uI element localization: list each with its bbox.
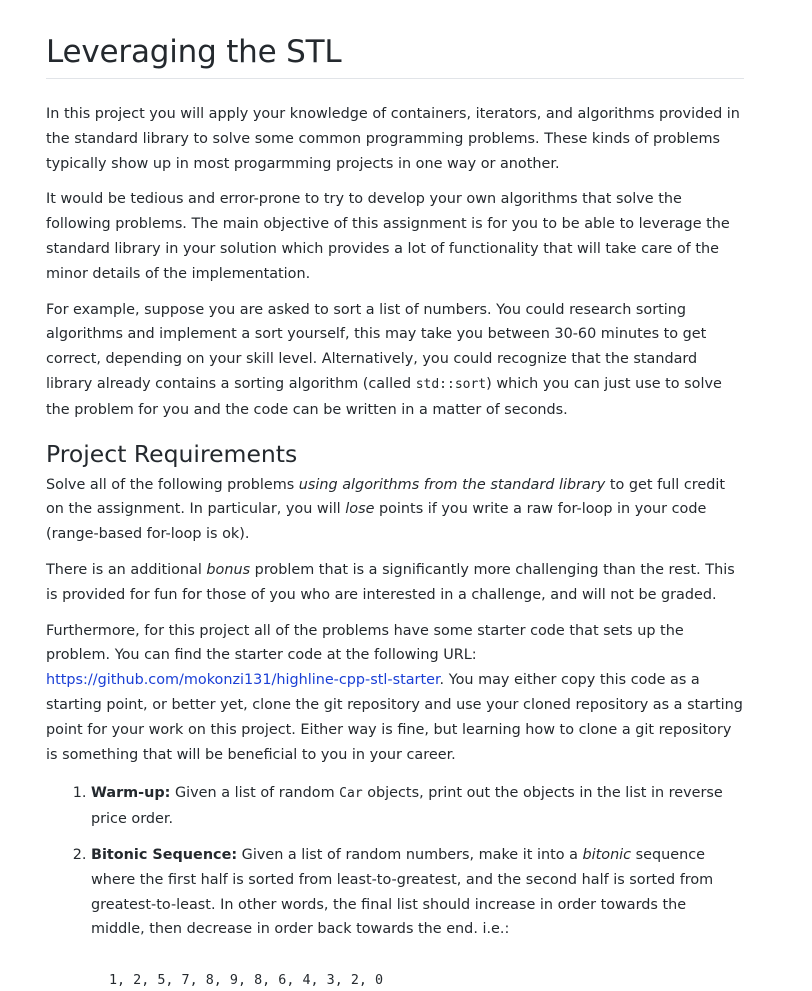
list-item-bitonic xyxy=(91,843,744,991)
intro-paragraph-1: In this project you will apply your knowledge of containers, iterators, and algorithms provided in the standard library to solve some common programming problems. These kinds of problems typically show up in most progarmming projects in one way or another. xyxy=(46,106,740,172)
problem-emphasis-bitonic: bitonic xyxy=(582,846,632,863)
section-heading-requirements: Project Requirements xyxy=(46,439,298,468)
problem-text-b: sequence where the first half is sorted from least-to-greatest, and the second half is sorted from greatest-to-least. In other words, the final list should increase in order towards the middle, then decrease in order back towards the end. i.e.: xyxy=(91,846,714,938)
req-p3-text-b: . You may either copy this code as a starting point, or better yet, clone the git repository and use your cloned repository as a starting point for your work on this project. Either way is fine, but learning how to clone a git repository is something that will be beneficial to you in your career. xyxy=(46,672,743,763)
starter-code-link[interactable]: https://github.com/mokonzi131/highline-cpp-stl-starter xyxy=(46,672,440,689)
inline-code-car: Car xyxy=(339,786,363,802)
problem-title: Warm-up: xyxy=(91,785,171,802)
req-p2-text-a: There is an additional xyxy=(46,561,207,578)
problem-text-b: objects, print out the objects in the list in reverse price order. xyxy=(91,785,723,828)
intro-paragraph-2: It would be tedious and error-prone to try to develop your own algorithms that solve the following problems. The main objective of this assignment is for you to be able to leverage the standard library in your solution which provides a lot of functionality that will take care of the minor details of the implementation. xyxy=(46,191,730,282)
code-block-example: 1, 2, 5, 7, 8, 9, 8, 6, 4, 3, 2, 0 xyxy=(109,973,384,989)
intro-p3-text-b: ) which you can just use to solve the problem for you and the code can be written in a matter of seconds. xyxy=(46,375,722,418)
requirements-paragraph-2 xyxy=(46,558,744,608)
req-p1-text-b: to get full credit on the assignment. In particular, you will xyxy=(46,476,725,518)
list-item-warm-up xyxy=(91,781,744,832)
requirements-paragraph-1 xyxy=(46,473,744,547)
intro-paragraph-3 xyxy=(46,298,744,423)
req-p1-text-c: points if you write a raw for-loop in your code (range-based for-loop is ok). xyxy=(46,501,707,543)
problem-list xyxy=(46,781,744,991)
req-p2-text-b: problem that is a significantly more challenging than the rest. This is provided for fun for those of you who are interested in a challenge, and will not be graded. xyxy=(46,561,735,603)
req-p1-emphasis: using algorithms from the standard library xyxy=(298,476,606,493)
req-p1-emphasis-lose: lose xyxy=(345,501,375,518)
requirements-paragraph-3 xyxy=(46,619,744,768)
problem-text-a: Given a list of random xyxy=(170,785,340,802)
req-p2-emphasis-bonus: bonus xyxy=(206,561,251,578)
page-title: Leveraging the STL xyxy=(46,32,744,79)
intro-p3-text-a: For example, suppose you are asked to sort a list of numbers. You could research sorting algorithms and implement a sort yourself, this may take you between 30-60 minutes to get correct, depending on your skill level. Alternatively, you could recognize that the standard library already contains a sorting algorithm (called xyxy=(46,301,707,392)
problem-text-a: Given a list of random numbers, make it into a xyxy=(237,846,583,863)
problem-title: Bitonic Sequence: xyxy=(91,846,238,863)
req-p3-text-a: Furthermore, for this project all of the problems have some starter code that sets up the problem. You can find the starter code at the following URL: xyxy=(46,622,684,664)
req-p1-text-a: Solve all of the following problems xyxy=(46,476,299,493)
inline-code-std-sort: std::sort xyxy=(415,376,487,392)
